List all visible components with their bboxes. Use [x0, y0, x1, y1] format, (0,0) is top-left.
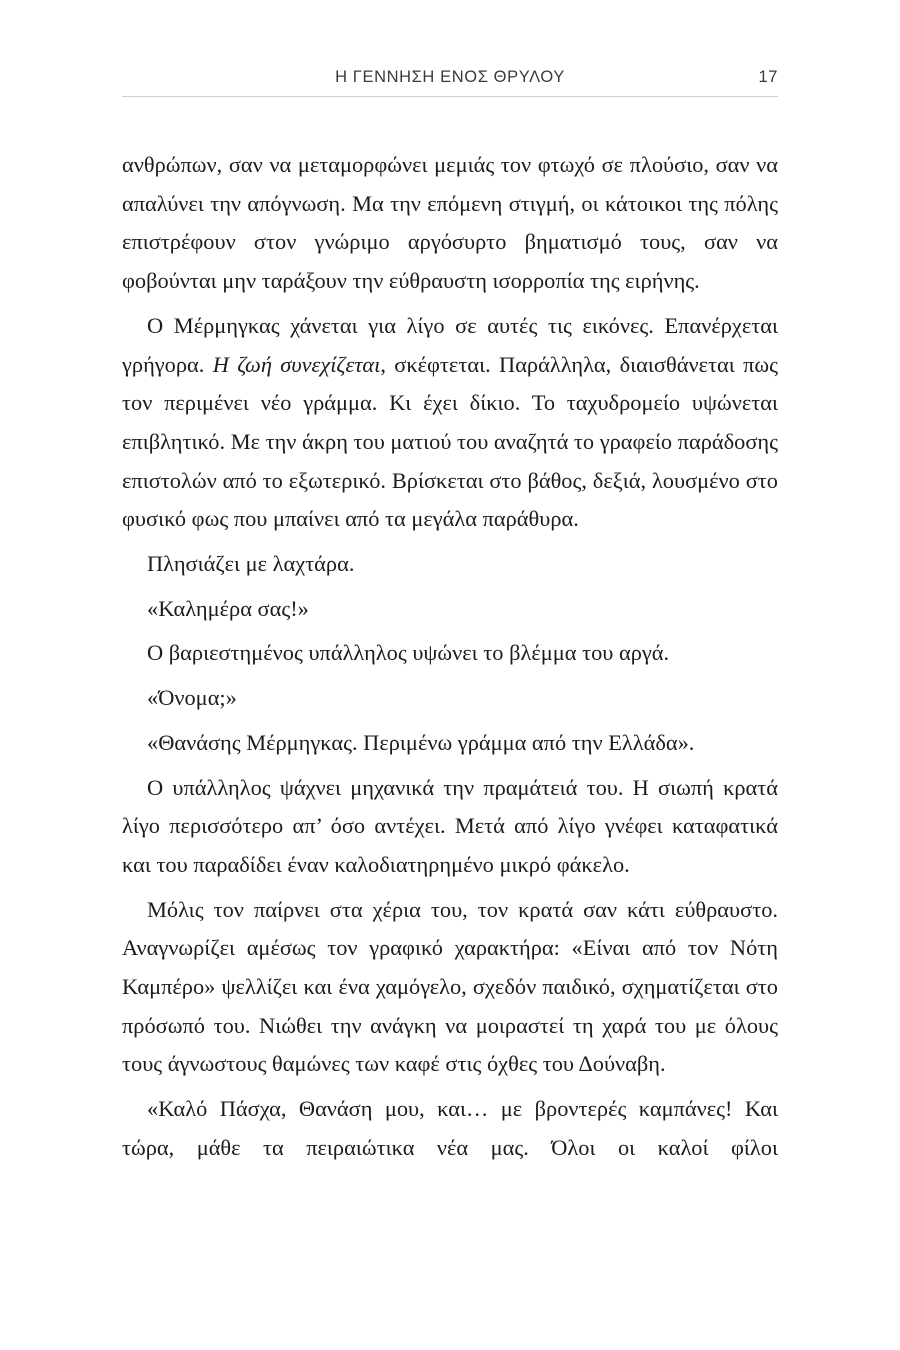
dialogue-line: «Καλημέρα σας!»	[147, 595, 309, 621]
body-text	[122, 146, 778, 1168]
paragraph	[122, 307, 778, 539]
dialogue-line: «Θανάσης Μέρμηγκας. Περιμένω γράμμα από την Ελλάδα».	[147, 729, 695, 755]
italic-phrase: Η ζωή συνεχίζεται	[212, 351, 381, 377]
paragraph-text: Ο Μέρμηγκας χάνεται για λίγο σε αυτές τις εικόνες. Επανέρχεται γρήγορα.	[122, 312, 778, 377]
paragraph-text: , σκέφτεται. Παράλληλα, διαισθάνεται πως τον περιμένει νέο γράμμα. Κι έχει δίκιο. Το ταχυδρομείο υψώνεται επιβλητικό. Με την άκρη του ματιού του αναζητά το γραφείο παράδοσης επιστολών από το εξωτερικό. Βρίσκεται στο βάθος, δεξιά, λουσμένο στο φυσικό φως που μπαίνει από τα μεγάλα παράθυρα.	[122, 351, 778, 532]
letter-quote: «Καλό Πάσχα, Θανάση μου, και… με βροντερές καμπάνες! Και τώρα, μάθε τα πειραιώτικα νέα μας. Όλοι οι καλοί φίλοι	[122, 1096, 778, 1160]
paragraph: Ο υπάλληλος ψάχνει μηχανικά την πραμάτειά του. Η σιωπή κρατά λίγο περισσότερο απ’ όσο αντέχει. Μετά από λίγο γνέφει καταφατικά και του παραδίδει έναν καλοδιατηρημένο μικρό φάκελο.	[122, 774, 778, 877]
paragraph: Πλησιάζει με λαχτάρα.	[147, 551, 355, 577]
running-title: Η ΓΕΝΝΗΣΗ ΕΝΟΣ ΘΡΥΛΟΥ	[335, 68, 565, 86]
paragraph-continued: ανθρώπων, σαν να μεταμορφώνει μεμιάς τον φτωχό σε πλούσιο, σαν να απαλύνει την απόγνωση. Μα την επόμενη στιγμή, οι κάτοικοι της πόλης επιστρέφουν στον γνώριμο αργόσυρτο βηματισμό τους, σαν να φοβούνται μην ταράξουν την εύθραυστη ισορροπία της ειρήνης.	[122, 152, 778, 294]
paragraph: Μόλις τον παίρνει στα χέρια του, τον κρατά σαν κάτι εύθραυστο. Αναγνωρίζει αμέσως τον γραφικό χαρακτήρα: «Είναι από τον Νότη Καμπέρο» ψελλίζει και ένα χαμόγελο, σχεδόν παιδικό, σχηματίζεται στο πρόσωπό του. Νιώθει την ανάγκη να μοιραστεί τη χαρά του με όλους τους άγνωστους θαμώνες των καφέ στις όχθες του Δούναβη.	[122, 896, 778, 1077]
page-number: 17	[758, 68, 778, 86]
dialogue-line: «Όνομα;»	[147, 685, 237, 711]
running-header	[122, 64, 778, 97]
paragraph: Ο βαριεστημένος υπάλληλος υψώνει το βλέμμα του αργά.	[147, 640, 670, 666]
